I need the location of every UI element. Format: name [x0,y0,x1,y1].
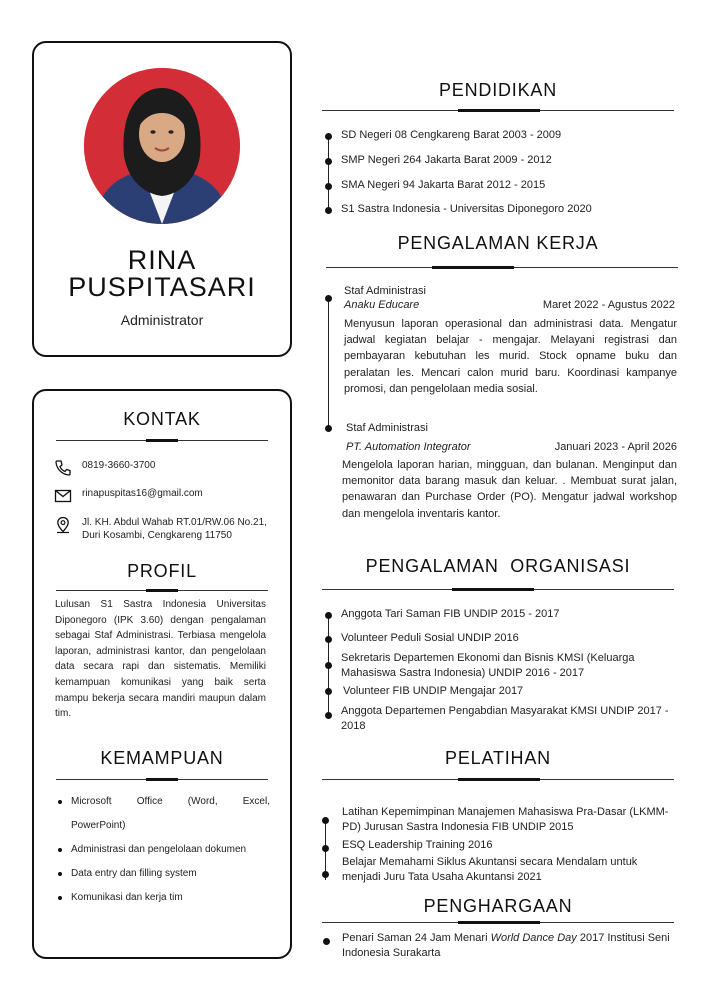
skill-item: Data entry dan filling system [55,862,270,886]
email-address: rinapuspitas16@gmail.com [82,488,203,499]
skill-item: Komunikasi dan kerja tim [55,886,270,910]
timeline-dot [325,425,332,432]
timeline-dot [322,845,329,852]
contact-heading: KONTAK [123,409,201,429]
organisasi-heading: PENGALAMAN ORGANISASI [365,556,631,576]
timeline-dot [325,712,332,719]
timeline-dot [322,817,329,824]
pelatihan-divider-accent [458,778,540,781]
timeline-dot [325,688,332,695]
pendidikan-timeline [328,136,329,212]
job-role: Administrator [120,312,204,328]
skill-item: Administrasi dan pengelolaan dokumen [55,838,270,862]
education-item: SMP Negeri 264 Jakarta Barat 2009 - 2012 [341,154,552,166]
education-item: SMA Negeri 94 Jakarta Barat 2012 - 2015 [341,179,546,191]
timeline-dot [325,662,332,669]
work-heading: PENGALAMAN KERJA [397,233,599,253]
profil-heading: PROFIL [127,561,197,581]
job-1-company: Anaku Educare [344,299,420,311]
profil-summary: Lulusan S1 Sastra Indonesia Universitas Diponegoro (IPK 3.60) dengan pengalaman sebagai Staf Administrasi. Terbiasa mengelola laporan, administrasi kantor, dan pengelolaan data secara rapi dan sistematis. Memiliki kemampuan komunikasi yang baik serta mampu bekerja secara mandiri maupun dalam tim. [55,599,266,720]
pendidikan-divider-accent [458,109,540,112]
pelatihan-item: ESQ Leadership Training 2016 [342,839,493,851]
pelatihan-item: Latihan Kepemimpinan Manajemen Mahasiswa Pra-Dasar (LKMM-PD) Jurusan Sastra Indonesia FIB UNDIP 2015 [342,806,669,833]
job-1-date: Maret 2022 - Agustus 2022 [542,299,675,311]
education-item: SD Negeri 08 Cengkareng Barat 2003 - 2009 [341,129,562,141]
profil-divider-accent [146,589,178,592]
award-text-italic: World Dance Day [490,932,577,944]
skills-list [55,790,270,910]
timeline-dot [325,183,332,190]
last-name: PUSPITASARI [68,272,256,302]
pendidikan-heading: PENDIDIKAN [438,80,558,100]
timeline-dot [322,871,329,878]
penghargaan-heading: PENGHARGAAN [423,896,573,916]
contact-address-row [54,516,279,556]
job-2-title: Staf Administrasi [346,422,428,434]
first-name: RINA [127,245,197,275]
job-2-date: Januari 2023 - April 2026 [554,441,677,453]
pelatihan-item: Belajar Memahami Siklus Akuntansi secara Mendalam untuk menjadi Juru Tata Usaha Akuntansi 2021 [342,856,638,883]
organisasi-item: Sekretaris Departemen Ekonomi dan Bisnis KMSI (Keluarga Mahasiswa Sastra Indonesia) UNDIP 2016 - 2017 [341,652,635,679]
location-pin-icon [54,516,72,534]
organisasi-divider-accent [452,588,534,591]
skill-item: Microsoft Office (Word, Excel, [55,790,270,814]
award-text-start: Penari Saman 24 Jam Menari [342,932,491,944]
timeline-dot [325,207,332,214]
penghargaan-divider-accent [458,921,540,924]
mail-icon [54,487,72,505]
job-2-company: PT. Automation Integrator [346,441,471,453]
job-2-description: Mengelola laporan harian, mingguan, dan bulanan. Menginput dan memonitor data barang masuk dan keluar. . Membuat surat jalan, penawaran dan Purchase Order (PO). Mengatur jadwal workshop dan mengelola inventaris kantor. [342,459,677,520]
organisasi-item: Anggota Tari Saman FIB UNDIP 2015 - 2017 [341,608,560,620]
timeline-dot [325,295,332,302]
contact-email-row [54,487,279,507]
job-1-description: Menyusun laporan operasional dan administrasi data. Mengatur jadwal kegiatan belajar - mengajar. Melayani registrasi dan pembayaran kebutuhan les murid. Stock opname buku dan peralatan les. Mencari calon murid baru. Koordinasi kampanye promosi, dan pengelolaan media sosial. [344,318,677,395]
kemampuan-heading: KEMAMPUAN [100,748,224,768]
timeline-dot [325,158,332,165]
home-address: Jl. KH. Abdul Wahab RT.01/RW.06 No.21, Duri Kosambi, Cengkareng 11750 [82,517,267,541]
contact-phone-row [54,459,279,479]
phone-number: 0819-3660-3700 [82,460,156,471]
organisasi-item: Volunteer Peduli Sosial UNDIP 2016 [341,632,519,644]
timeline-dot [325,636,332,643]
kemampuan-divider-accent [146,778,178,781]
contact-divider-accent [146,439,178,442]
pelatihan-heading: PELATIHAN [445,748,551,768]
work-divider-accent [432,266,514,269]
timeline-dot [323,938,330,945]
skill-item-continuation: PowerPoint) [71,820,126,831]
work-timeline [328,298,329,428]
profile-photo [84,68,240,224]
award-text-end: 2017 Institusi Seni Indonesia Surakarta [342,932,670,959]
award-item [342,931,677,961]
timeline-dot [325,133,332,140]
organisasi-item: Anggota Departemen Pengabdian Masyarakat KMSI UNDIP 2017 - 2018 [341,705,669,732]
job-1-title: Staf Administrasi [344,285,426,297]
timeline-dot [325,612,332,619]
organisasi-item: Volunteer FIB UNDIP Mengajar 2017 [343,685,524,697]
education-item: S1 Sastra Indonesia - Universitas Diponegoro 2020 [341,203,592,215]
person-photo-icon [84,68,240,224]
phone-icon [54,459,72,477]
